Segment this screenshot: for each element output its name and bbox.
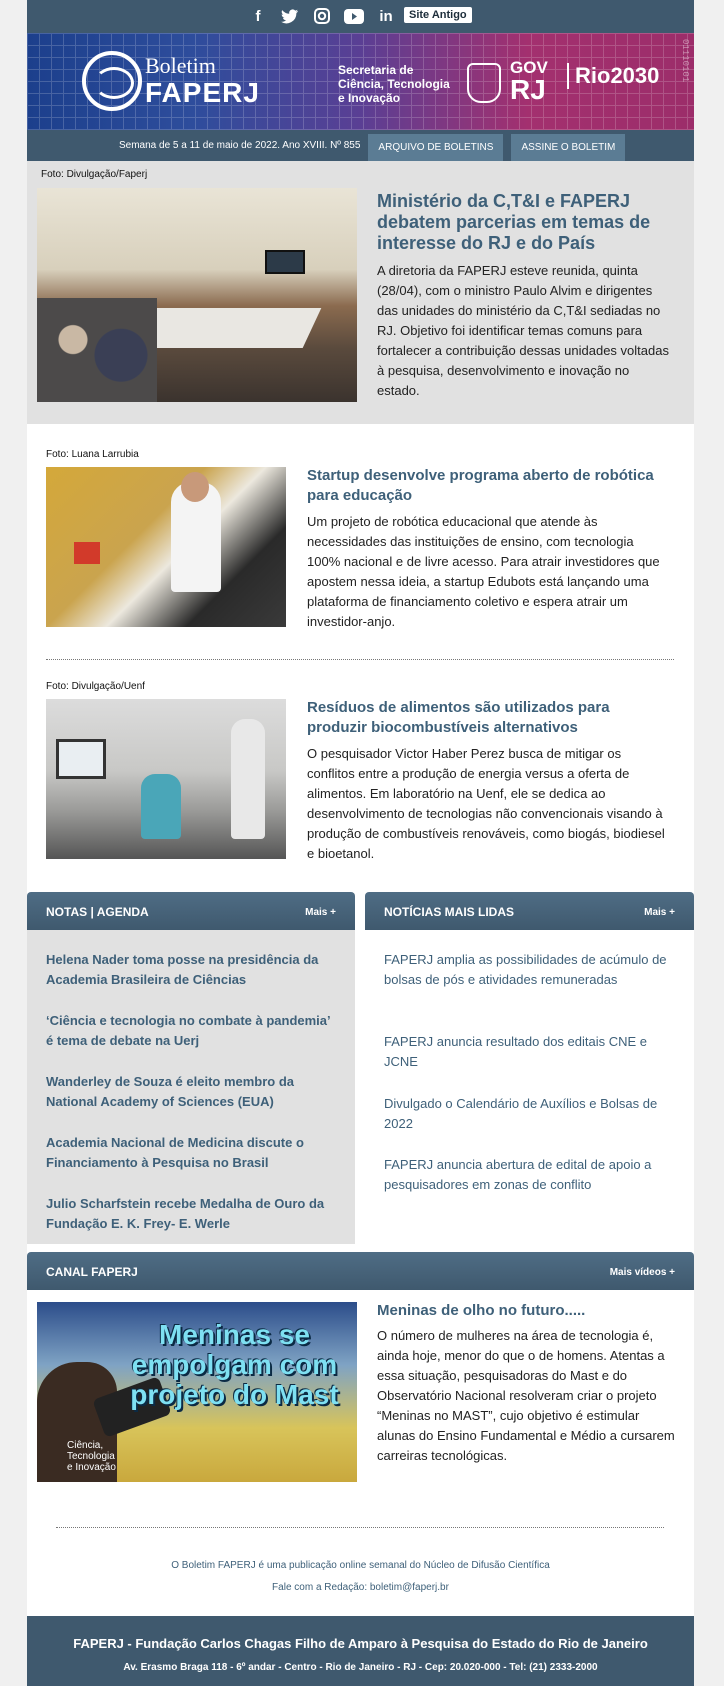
canal-title: CANAL FAPERJ bbox=[46, 1265, 138, 1279]
notas-mais-link[interactable]: Mais + bbox=[305, 907, 336, 918]
footer bbox=[27, 1616, 694, 1686]
video-text: O número de mulheres na área de tecnologia é, ainda hoje, menor do que o de homens. Atentas a essa situação, pesquisadoras do Mast e do Observatório Nacional resolveram criar o projeto “Meninas no MAST”, cujo objetivo é estimular alunas do Ensino Fundamental e Médio a cursarem carreiras tecnológicas. bbox=[377, 1328, 675, 1463]
tab-arquivo[interactable]: ARQUIVO DE BOLETINS bbox=[368, 134, 503, 161]
list-item[interactable]: Academia Nacional de Medicina discute o Financiamento à Pesquisa no Brasil bbox=[46, 1135, 304, 1170]
notas-header bbox=[27, 892, 355, 930]
feature-text: A diretoria da FAPERJ esteve reunida, quinta (28/04), com o ministro Paulo Alvim e dirigentes das unidades do ministério da C,T&I sediadas no RJ. Objetivo foi identificar temas comuns para fortalecer a contribuição dessas unidades voltadas à pesquisa, desenvolvimento e inovação no estado. bbox=[377, 263, 669, 398]
lidas-title: NOTÍCIAS MAIS LIDAS bbox=[384, 905, 515, 919]
video-title[interactable]: Meninas de olho no futuro..... bbox=[377, 1302, 586, 1319]
youtube-icon[interactable] bbox=[343, 6, 365, 26]
list-item[interactable]: Helena Nader toma posse na presidência da Academia Brasileira de Ciências bbox=[46, 952, 319, 987]
site-antigo-button[interactable]: Site Antigo bbox=[404, 7, 472, 23]
list-item[interactable]: Julio Scharfstein recebe Medalha de Ouro da Fundação E. K. Frey- E. Werle bbox=[46, 1196, 325, 1231]
list-item[interactable]: ‘Ciência e tecnologia no combate à pandemia’ é tema de debate na Uerj bbox=[46, 1013, 330, 1048]
brand-main[interactable]: FAPERJ bbox=[145, 77, 260, 108]
nav-bar bbox=[27, 130, 694, 161]
twitter-icon[interactable] bbox=[279, 6, 301, 26]
rio2030-logo: Rio2030 bbox=[567, 63, 659, 89]
article-photo[interactable] bbox=[46, 699, 286, 859]
thumbnail-signature: Ciência, Tecnologia e Inovação bbox=[67, 1440, 116, 1473]
linkedin-icon[interactable]: in bbox=[379, 7, 393, 25]
social-links bbox=[247, 6, 397, 26]
list-item[interactable]: Wanderley de Souza é eleito membro da National Academy of Sciences (EUA) bbox=[46, 1074, 295, 1109]
video-thumbnail[interactable] bbox=[37, 1302, 357, 1482]
canal-mais-link[interactable]: Mais vídeos + bbox=[609, 1267, 675, 1278]
footer-address: Av. Erasmo Braga 118 - 6º andar - Centro - Rio de Janeiro - RJ - Cep: 20.020-000 - Tel: (21) 2333-2000 bbox=[123, 1662, 598, 1673]
canal-header bbox=[27, 1252, 694, 1290]
article-photo[interactable] bbox=[46, 467, 286, 627]
social-bar bbox=[27, 0, 694, 33]
thumbnail-text: Meninas se empolgam com projeto do Mast bbox=[130, 1319, 339, 1410]
lidas-list bbox=[365, 930, 694, 1244]
facebook-icon[interactable]: f bbox=[255, 7, 261, 25]
article-title[interactable]: Startup desenvolve programa aberto de robótica para educação bbox=[307, 467, 654, 504]
boletim-logo-icon[interactable] bbox=[82, 51, 142, 111]
list-item[interactable]: Divulgado o Calendário de Auxílios e Bolsas de 2022 bbox=[384, 1096, 658, 1131]
notas-title: NOTAS | AGENDA bbox=[46, 905, 149, 919]
state-crest-icon bbox=[467, 63, 501, 103]
lidas-mais-link[interactable]: Mais + bbox=[644, 907, 675, 918]
footer-org: FAPERJ - Fundação Carlos Chagas Filho de Amparo à Pesquisa do Estado do Rio de Janeiro bbox=[73, 1636, 648, 1651]
article-title[interactable]: Resíduos de alimentos são utilizados para produzir biocombustíveis alternativos bbox=[307, 699, 610, 736]
footer-contact[interactable]: Fale com a Redação: boletim@faperj.br bbox=[272, 1582, 449, 1593]
instagram-icon[interactable] bbox=[311, 6, 333, 26]
photo-credit: Foto: Luana Larrubia bbox=[46, 449, 139, 460]
lidas-header bbox=[365, 892, 694, 930]
brand-top: Boletim bbox=[145, 53, 216, 78]
feature-story bbox=[27, 161, 694, 424]
list-item[interactable]: FAPERJ amplia as possibilidades de acúmulo de bolsas de pós e atividades remuneradas bbox=[384, 952, 667, 987]
list-item[interactable]: FAPERJ anuncia resultado dos editais CNE e JCNE bbox=[384, 1034, 648, 1069]
gov-rj-logo: GOV RJ bbox=[510, 58, 548, 105]
binary-decoration: 01110101 bbox=[680, 39, 690, 83]
divider bbox=[46, 659, 674, 660]
footer-info: O Boletim FAPERJ é uma publicação online semanal do Núcleo de Difusão Científica bbox=[171, 1560, 550, 1571]
list-item[interactable]: FAPERJ anuncia abertura de edital de apoio a pesquisadores em zonas de conflito bbox=[384, 1157, 652, 1192]
notas-list bbox=[27, 930, 355, 1244]
feature-title[interactable]: Ministério da C,T&I e FAPERJ debatem parcerias em temas de interesse do RJ e do País bbox=[377, 191, 651, 253]
feature-photo[interactable] bbox=[37, 188, 357, 402]
divider bbox=[56, 1527, 664, 1528]
tab-assine[interactable]: ASSINE O BOLETIM bbox=[511, 134, 625, 161]
article-text: O pesquisador Victor Haber Perez busca de mitigar os conflitos entre a produção de energia versus a oferta de alimentos. Em laboratório na Uenf, ele se dedica ao desenvolvimento de tecnologias não convencionais visando à produção de combustíveis renováveis, como biogás, biodiesel e bioetanol. bbox=[307, 746, 665, 861]
article-text: Um projeto de robótica educacional que atende às necessidades das instituições de ensino, com tecnologia 100% nacional e de livre acesso. Para atrair investidores que apostem nessa ideia, a startup Edubots está lançando uma plataforma de financiamento coletivo e espera atrair um investidor-anjo. bbox=[307, 514, 660, 629]
header-banner bbox=[27, 33, 694, 130]
photo-credit: Foto: Divulgação/Faperj bbox=[41, 169, 148, 180]
newsletter bbox=[27, 0, 694, 1686]
photo-credit: Foto: Divulgação/Uenf bbox=[46, 681, 145, 692]
secretaria-label: Secretaria de Ciência, Tecnologia e Inovação bbox=[338, 63, 450, 105]
edition-info: Semana de 5 a 11 de maio de 2022. Ano XVIII. Nº 855 bbox=[119, 140, 361, 151]
